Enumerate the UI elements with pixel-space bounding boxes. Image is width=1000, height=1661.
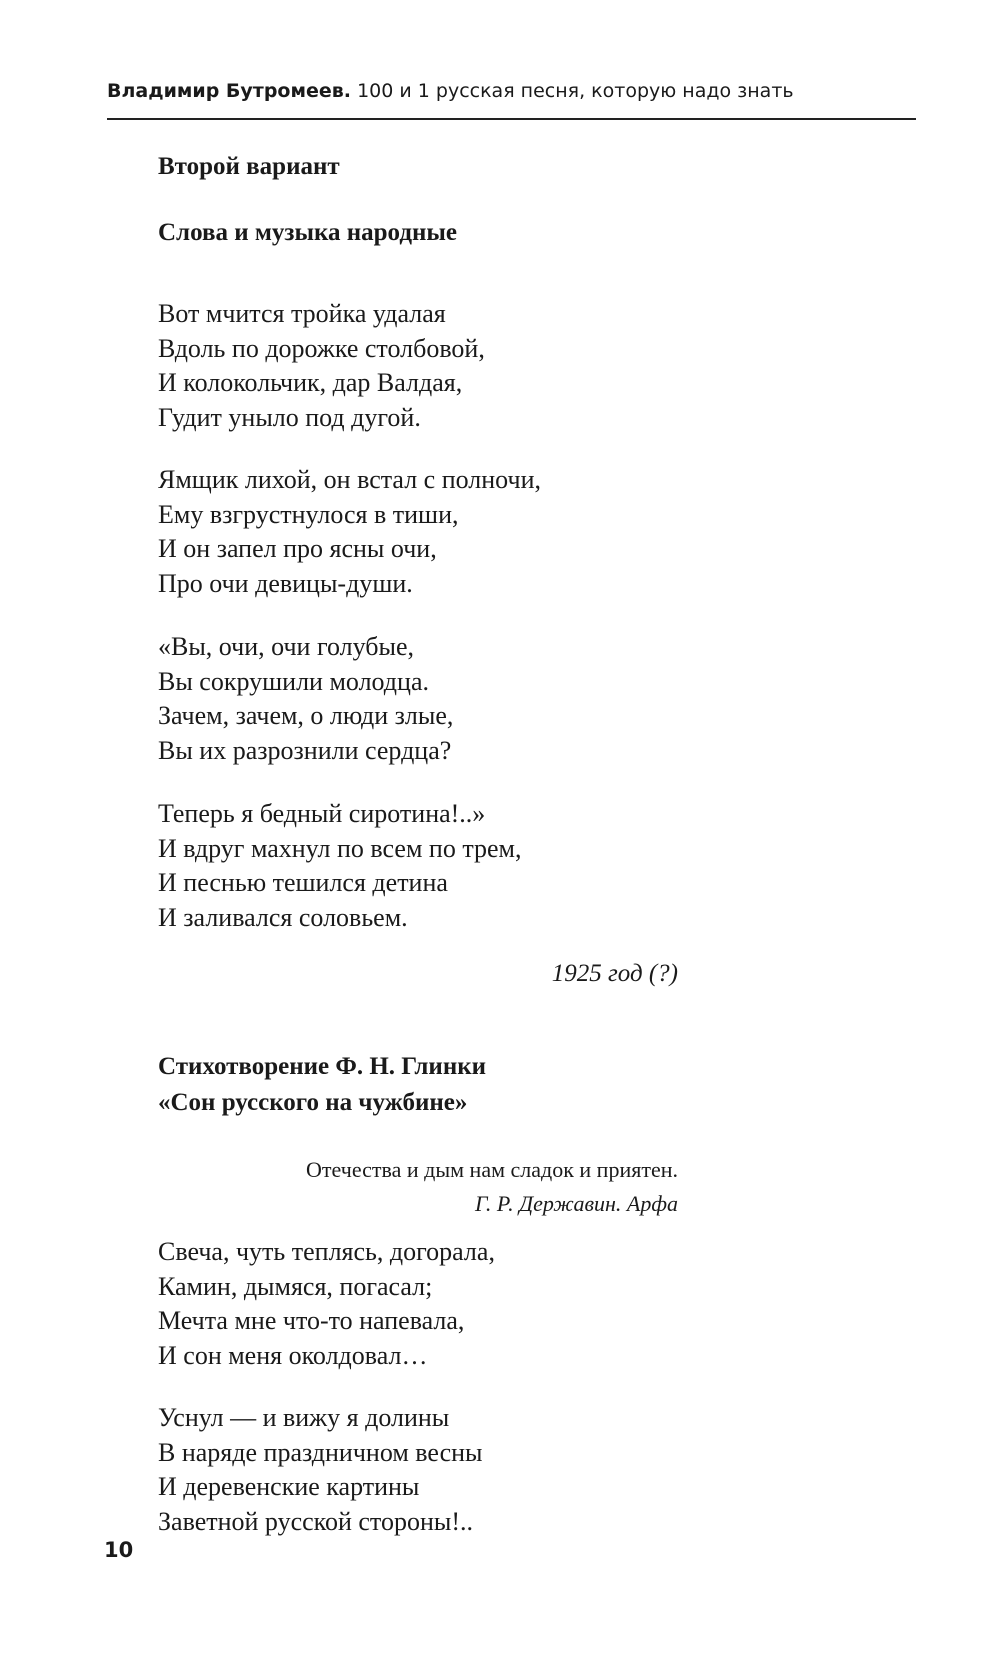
verse-line: Ямщик лихой, он встал с полночи, — [158, 465, 541, 494]
stanza-5 — [158, 1235, 495, 1373]
verse-line: И колокольчик, дар Валдая, — [158, 368, 463, 397]
verse-line: И заливался соловьем. — [158, 902, 408, 932]
verse-line: «Вы, очи, очи голубые, — [158, 632, 414, 661]
header-rule — [107, 118, 916, 120]
verse-line: Вот мчится тройка удалая — [158, 299, 446, 328]
running-header — [107, 78, 916, 104]
verse-line: Вдоль по дорожке столбовой, — [158, 333, 485, 363]
verse-line: Ему взгрустнулося в тиши, — [158, 499, 459, 529]
page-number: 10 — [104, 1538, 134, 1562]
stanza-1 — [158, 297, 485, 435]
verse-line: Мечта мне что-то напевала, — [158, 1306, 465, 1335]
epigraph-source: Г. Р. Державин. Арфа — [474, 1191, 678, 1216]
verse-line: Свеча, чуть теплясь, догорала, — [158, 1237, 495, 1266]
verse-line: И вдруг махнул по всем по трем, — [158, 833, 522, 863]
epigraph — [200, 1153, 678, 1221]
verse-line: И сон меня околдовал… — [158, 1340, 428, 1370]
verse-line: Зачем, зачем, о люди злые, — [158, 701, 454, 730]
verse-line: Теперь я бедный сиротина!..» — [158, 799, 486, 828]
section-subheading: Слова и музыка народные — [158, 219, 457, 246]
stanza-6 — [158, 1401, 483, 1539]
stanza-3 — [158, 630, 453, 768]
verse-line: Заветной русской стороны!.. — [158, 1506, 473, 1536]
poem-heading: Стихотворение Ф. Н. Глинки — [158, 1053, 487, 1080]
verse-line: И он запел про ясны очи, — [158, 534, 437, 563]
section-heading: Второй вариант — [158, 153, 340, 180]
stanza-4 — [158, 797, 522, 935]
verse-line: И песнью тешился детина — [158, 868, 448, 897]
verse-line: Уснул — и вижу я долины — [158, 1403, 450, 1432]
verse-line: И деревенские картины — [158, 1472, 420, 1501]
verse-line: В наряде праздничном весны — [158, 1437, 483, 1467]
verse-line: Вы сокрушили молодца. — [158, 666, 429, 696]
verse-line: Камин, дымяся, погасал; — [158, 1271, 433, 1301]
header-book-title: 100 и 1 русская песня, которую надо знать — [357, 80, 794, 102]
verse-line: Вы их разрознили сердца? — [158, 735, 452, 765]
date-note: 1925 год (?) — [551, 960, 678, 987]
verse-line: Про очи девицы-души. — [158, 568, 413, 598]
verse-line: Гудит уныло под дугой. — [158, 402, 421, 432]
stanza-2 — [158, 463, 541, 601]
header-author: Владимир Бутромеев. — [107, 80, 352, 102]
poem-title: «Сон русского на чужбине» — [158, 1089, 468, 1116]
epigraph-text: Отечества и дым нам сладок и приятен. — [306, 1157, 678, 1182]
